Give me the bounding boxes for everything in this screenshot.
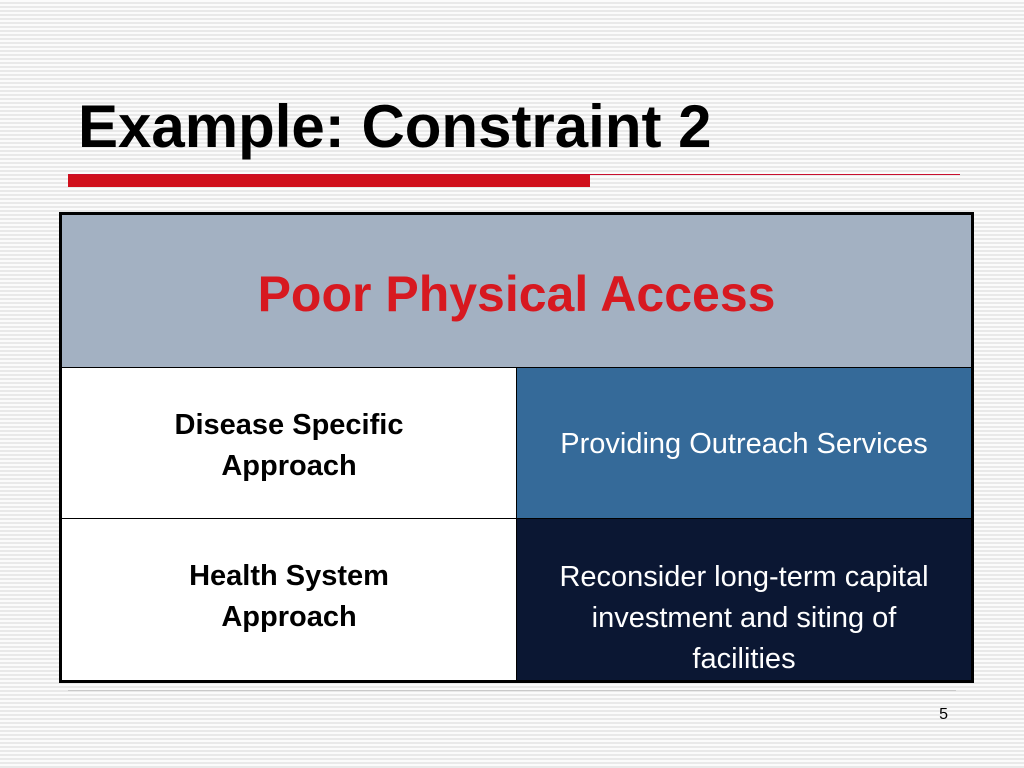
- title-underline-accent: [68, 175, 590, 187]
- row-label-line: Approach: [221, 450, 357, 482]
- row-value-line: investment and siting of facilities: [591, 602, 897, 675]
- row-value-text: [517, 368, 971, 465]
- table-row: [61, 368, 973, 519]
- row-label-line: Approach: [221, 601, 357, 633]
- row-label-cell: [61, 519, 517, 682]
- row-label-line: Health System: [189, 560, 389, 592]
- row-value-cell: [517, 519, 973, 682]
- constraint-table: [59, 212, 974, 683]
- table-row: [61, 519, 973, 682]
- row-value-line: Providing Outreach Services: [560, 428, 928, 460]
- table-header-row: [61, 214, 973, 368]
- row-label-line: Disease Specific: [174, 409, 404, 441]
- table-header-text: Poor Physical Access: [257, 266, 776, 322]
- row-label-cell: [61, 368, 517, 519]
- row-value-line: Reconsider long-term capital: [559, 561, 929, 593]
- row-label-text: [62, 519, 516, 638]
- table-header-cell: [61, 214, 973, 368]
- row-value-text: [517, 519, 971, 680]
- footer-divider: [68, 690, 956, 691]
- row-value-cell: [517, 368, 973, 519]
- row-label-text: [62, 368, 516, 487]
- slide-title: Example: Constraint 2: [78, 93, 712, 160]
- page-number: 5: [939, 706, 948, 723]
